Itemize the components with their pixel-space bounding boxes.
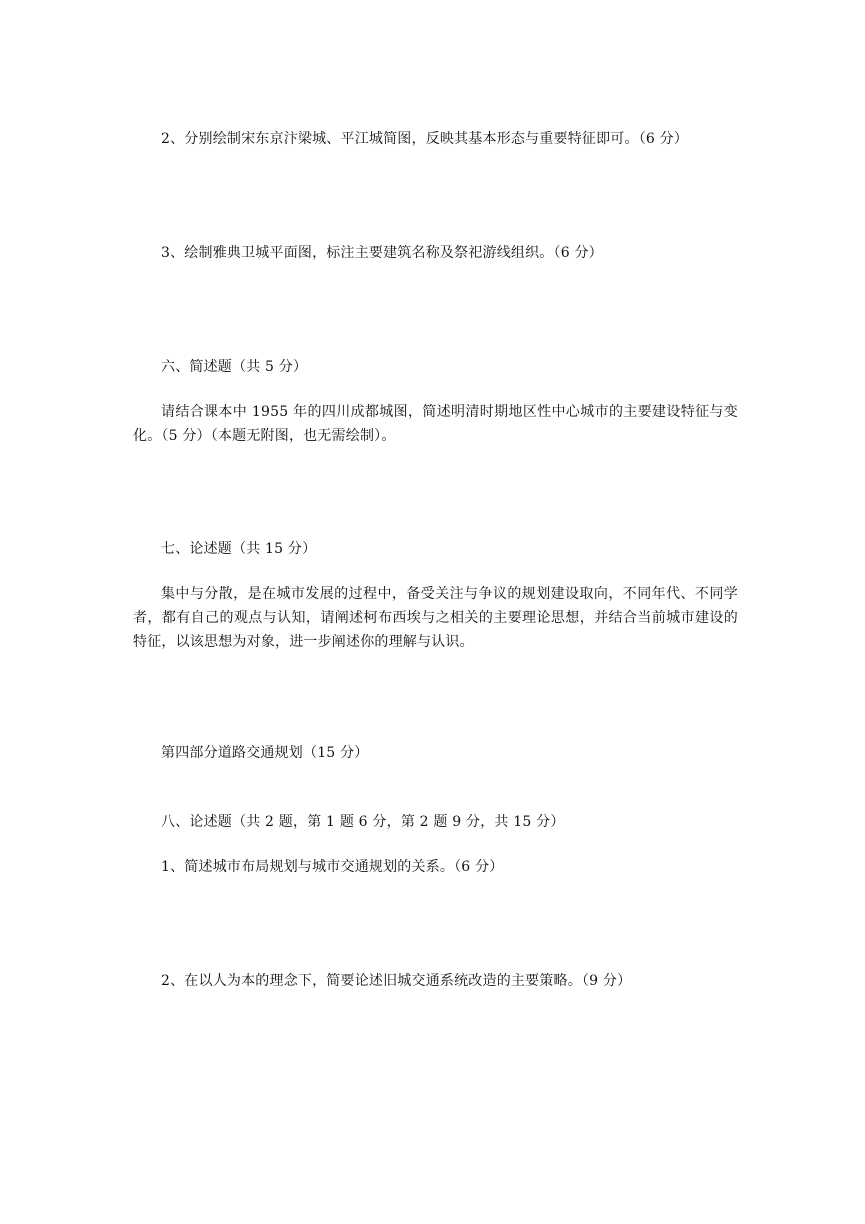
question-3-text: 3、绘制雅典卫城平面图，标注主要建筑名称及祭祀游线组织。（6 分）	[161, 245, 603, 261]
section-6-body: 请结合课本中 1955 年的四川成都城图，简述明清时期地区性中心城市的主要建设特征与变化。（5 分）（本题无附图，也无需绘制）。	[133, 404, 738, 444]
question-2-text: 2、分别绘制宋东京汴梁城、平江城简图，反映其基本形态与重要特征即可。（6 分）	[161, 131, 689, 147]
section-8-question-1: 1、简述城市布局规划与城市交通规划的关系。（6 分）	[161, 859, 504, 875]
part-4-heading: 第四部分道路交通规划（15 分）	[161, 745, 369, 761]
section-8-heading: 八、论述题（共 2 题，第 1 题 6 分，第 2 题 9 分，共 15 分）	[161, 814, 565, 830]
section-7-heading: 七、论述题（共 15 分）	[161, 541, 317, 557]
section-8-question-2: 2、在以人为本的理念下，简要论述旧城交通系统改造的主要策略。（9 分）	[161, 973, 632, 989]
section-7-body: 集中与分散，是在城市发展的过程中，备受关注与争议的规划建设取向，不同年代、不同学者，都有自己的观点与认知，请阐述柯布西埃与之相关的主要理论思想，并结合当前城市建设的特征，以该思想为对象，进一步阐述你的理解与认识。	[133, 586, 738, 650]
section-6-heading: 六、简述题（共 5 分）	[161, 359, 308, 375]
